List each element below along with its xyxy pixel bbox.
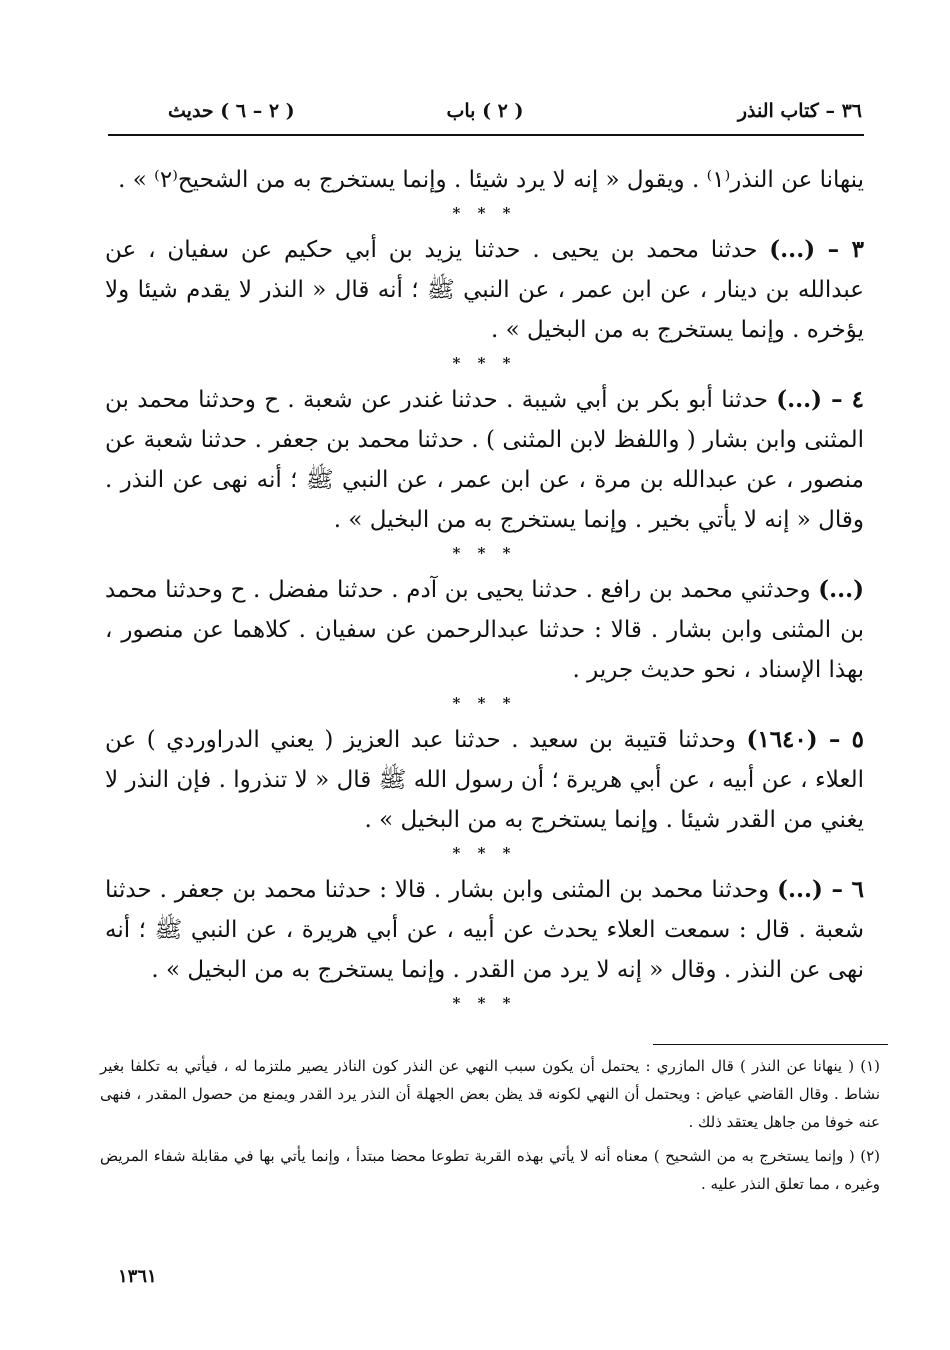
hadith-number: ٣ – (...)	[769, 236, 864, 263]
header-rule	[108, 134, 864, 136]
paragraph-text: حدثنا محمد بن يحيى . حدثنا يزيد بن أبي حكيم عن سفيان ، عن عبدالله بن دينار ، عن ابن عمر ، عن النبي ﷺ ؛ أنه قال « النذر لا يقدم شيئا ولا يؤخره . وإنما يستخرج به من البخيل » .	[105, 237, 864, 343]
separator-stars: * * *	[452, 354, 517, 372]
paragraph-text: وحدثني محمد بن رافع . حدثنا يحيى بن آدم . حدثنا مفضل . ح وحدثنا محمد بن المثنى وابن بشار . قالا : حدثنا عبدالرحمن عن سفيان . كلاهما عن منصور ، بهذا الإسناد ، نحو حديث جرير .	[105, 577, 864, 683]
paragraph	[105, 570, 864, 690]
separator-stars: * * *	[452, 694, 517, 712]
paragraph	[105, 720, 864, 840]
hadith-range: ( ٢ – ٦ ) حديث	[168, 100, 295, 122]
paragraph	[105, 380, 864, 540]
separator-stars: * * *	[452, 544, 517, 562]
footnotes	[100, 1052, 880, 1204]
running-header	[108, 96, 862, 132]
hadith-number: ٥ – (١٦٤٠)	[746, 726, 864, 753]
paragraph-text: وحدثنا قتيبة بن سعيد . حدثنا عبد العزيز ( يعني الدراوردي ) عن العلاء ، عن أبيه ، عن أبي هريرة ؛ أن رسول الله ﷺ قال « لا تنذروا . فإن النذر لا يغني من القدر شيئا . وإنما يستخرج به من البخيل » .	[105, 727, 864, 833]
paragraph	[105, 160, 864, 200]
paragraph-text: ينهانا عن النذر⁽١⁾ . ويقول « إنه لا يرد شيئا . وإنما يستخرج به من الشحيح⁽٢⁾ » .	[118, 167, 864, 193]
book-title: ٣٦ – كتاب النذر	[737, 100, 862, 122]
main-text	[105, 160, 864, 1020]
page-number: ١٣٦١	[118, 1266, 157, 1287]
footnote-rule	[653, 1044, 888, 1045]
paragraph-text: حدثنا أبو بكر بن أبي شيبة . حدثنا غندر عن شعبة . ح وحدثنا محمد بن المثنى وابن بشار ( واللفظ لابن المثنى ) . حدثنا محمد بن جعفر . حدثنا شعبة عن منصور ، عن عبدالله بن مرة ، عن ابن عمر ، عن النبي ﷺ ؛ أنه نهى عن النذر . وقال « إنه لا يأتي بخير . وإنما يستخرج به من البخيل » .	[105, 387, 864, 533]
separator-stars: * * *	[452, 844, 517, 862]
footnote: (١) ( ينهانا عن النذر ) قال المازري : يحتمل أن يكون سبب النهي عن النذر كون الناذر يصير ملتزما له ، فيأتي به تكلفا بغير نشاط . وقال القاضي عياض : ويحتمل أن النهي لكونه قد يظن بعض الجهلة أن النذر يرد القدر ويمنع من حصول المقدر ، فنهى عنه خوفا من جاهل يعتقد ذلك .	[100, 1057, 880, 1131]
hadith-number: ٦ – (...)	[777, 876, 865, 903]
hadith-number: (...)	[818, 576, 865, 603]
paragraph	[105, 230, 864, 350]
paragraph-text: وحدثنا محمد بن المثنى وابن بشار . قالا : حدثنا محمد بن جعفر . حدثنا شعبة . قال : سمعت العلاء يحدث عن أبيه ، عن أبي هريرة ، عن النبي ﷺ ؛ أنه نهى عن النذر . وقال « إنه لا يرد من القدر . وإنما يستخرج به من البخيل » .	[105, 877, 864, 983]
footnote: (٢) ( وإنما يستخرج به من الشحيح ) معناه أنه لا يأتي بهذه القربة تطوعا محضا مبتدأ ، وإنما يأتي بها في مقابلة شفاء المريض وغيره ، مما تعلق النذر عليه .	[100, 1147, 880, 1193]
hadith-number: ٤ – (...)	[776, 386, 864, 413]
separator-stars: * * *	[452, 204, 517, 222]
separator-stars: * * *	[452, 994, 517, 1012]
chapter-label: ( ٢ ) باب	[446, 100, 524, 122]
paragraph	[105, 870, 864, 990]
